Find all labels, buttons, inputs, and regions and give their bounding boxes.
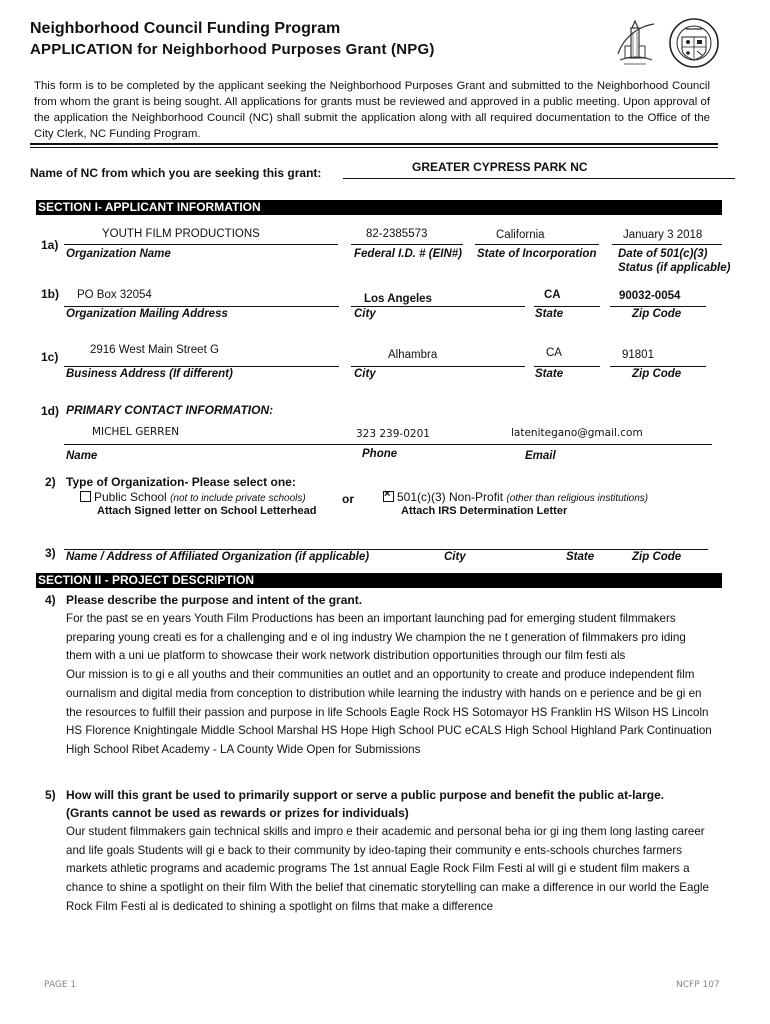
public-school-note: (not to include private schools) (170, 493, 306, 504)
q3-number: 3) (45, 546, 56, 560)
business-city-label: City (354, 368, 376, 380)
nc-label: Name of NC from which you are seeking this grant: (30, 166, 322, 180)
mailing-city-label: City (354, 308, 376, 320)
answer-line: Rock Film Festi al is dedicated to shining a spotlight on films that make a difference (66, 899, 494, 913)
section-1-header: SECTION I- APPLICANT INFORMATION (36, 200, 722, 215)
mailing-state-underline (534, 306, 600, 307)
business-address-underline (64, 366, 339, 367)
page-subtitle: APPLICATION for Neighborhood Purposes Grant (NPG) (30, 41, 435, 58)
date501-label-2: Status (if applicable) (618, 262, 731, 274)
answer-line: For the past se en years Youth Film Productions has been an important launching pad for emerging student filmmakers (66, 612, 676, 625)
affiliated-label: Name / Address of Affiliated Organization (if applicable) (66, 551, 370, 563)
org-type-title: Type of Organization- Please select one: (66, 475, 296, 489)
city-hall-logo-icon (610, 18, 660, 68)
or-label: or (342, 492, 354, 506)
mailing-zip-field[interactable]: 90032-0054 (619, 290, 681, 302)
affiliated-city-label: City (444, 551, 466, 563)
answer-line: the resources to fulfill their passion and purpose in life Schools Eagle Rock HS Sotomayor HS Franklin HS Wilson HS Lincoln (66, 705, 709, 719)
answer-line: HS Florence Knightingale Middle School Marshal HS Hope High School PUC eCALS High School Highland Park Continuation (66, 724, 712, 738)
public-school-option[interactable] (80, 490, 306, 504)
nonprofit-option[interactable] (383, 490, 648, 504)
contact-email-field[interactable]: latenitegano@gmail.com (511, 427, 643, 439)
section-2-header: SECTION II - PROJECT DESCRIPTION (36, 573, 722, 588)
primary-contact-title: PRIMARY CONTACT INFORMATION: (66, 403, 274, 417)
mailing-zip-underline (610, 306, 706, 307)
divider (30, 143, 718, 145)
ein-field[interactable]: 82-2385573 (366, 228, 428, 240)
date501-underline (612, 244, 722, 245)
mailing-state-label: State (535, 308, 564, 320)
q4-number: 4) (45, 593, 56, 607)
answer-line: Our mission is to gi e all youths and their communities an outlet and an opportunity to create and produce independent film (66, 668, 695, 682)
mailing-address-field[interactable]: PO Box 32054 (77, 289, 152, 301)
contact-phone-field[interactable]: 323 239-0201 (356, 428, 430, 440)
business-state-label: State (535, 368, 564, 380)
ein-label: Federal I.D. # (EIN#) (354, 248, 463, 260)
affiliated-underline (64, 549, 708, 550)
business-zip-underline (610, 366, 706, 367)
business-state-field[interactable]: CA (546, 347, 562, 359)
business-zip-label: Zip Code (632, 368, 682, 380)
nc-underline (343, 178, 735, 179)
q2-number: 2) (45, 475, 56, 489)
q1a-number: 1a) (41, 238, 59, 252)
date501-label: Date of 501(c)(3) (618, 248, 708, 260)
q1d-number: 1d) (41, 404, 59, 418)
q5-number: 5) (45, 788, 56, 802)
nonprofit-label: 501(c)(3) Non-Profit (397, 490, 504, 504)
nonprofit-checkbox[interactable] (383, 491, 394, 502)
nc-name-field[interactable]: GREATER CYPRESS PARK NC (412, 160, 588, 174)
answer-line: Our student filmmakers gain technical skills and impro e their academic and personal beha ior gi ing them long lasting career (66, 825, 705, 838)
contact-underline (64, 444, 712, 445)
answer-line: High School Ribet Academy - LA County Wide Open for Submissions (66, 742, 421, 756)
business-address-label: Business Address (If different) (66, 368, 233, 380)
mailing-address-label: Organization Mailing Address (66, 308, 228, 320)
date501-field[interactable]: January 3 2018 (623, 229, 703, 241)
contact-phone-label: Phone (362, 448, 398, 460)
answer-line: and life goals Students will gi e back to their community by ideo-taping their community e ents-schools churches farmers (66, 843, 683, 857)
purpose-answer[interactable] (66, 610, 746, 760)
contact-name-label: Name (66, 450, 98, 462)
org-name-field[interactable]: YOUTH FILM PRODUCTIONS (102, 228, 260, 240)
business-city-underline (351, 366, 525, 367)
q1c-number: 1c) (41, 350, 59, 364)
answer-line: markets athletic programs and academic programs The 1st annual Eagle Rock Film Festi al will gi e student film makers a (66, 862, 690, 876)
public-benefit-answer[interactable] (66, 823, 746, 917)
business-state-underline (534, 366, 600, 367)
page-number: PAGE 1 (44, 980, 77, 990)
form-number: NCFP 107 (676, 980, 720, 990)
business-city-field[interactable]: Alhambra (388, 349, 438, 361)
intro-paragraph: This form is to be completed by the applicant seeking the Neighborhood Purposes Grant and submitted to the Neighborhood Council from whom the grant is being sought. All applications for grants must be reviewed and approved in a public meeting. Upon approval of the application the Neighborhood Council (NC) shall submit the application along with all required documentation to the Office of the City Clerk, NC Funding Program. (34, 80, 710, 140)
public-school-checkbox[interactable] (80, 491, 91, 502)
answer-line: preparing young creati es for a challenging and e ol ing industry We champion the ne t generation of filmmakers pro iding (66, 630, 686, 644)
state-inc-label: State of Incorporation (477, 248, 597, 260)
mailing-city-field[interactable]: Los Angeles (364, 293, 432, 305)
nonprofit-attach: Attach IRS Determination Letter (401, 505, 568, 517)
mailing-address-underline (64, 306, 339, 307)
divider (30, 147, 718, 148)
q5-subtitle: (Grants cannot be used as rewards or prizes for individuals) (66, 806, 409, 820)
affiliated-zip-label: Zip Code (632, 551, 682, 563)
business-address-field[interactable]: 2916 West Main Street G (90, 344, 219, 356)
nonprofit-note: (other than religious institutions) (506, 493, 649, 504)
public-school-label: Public School (94, 490, 167, 504)
answer-line: ournalism and digital media from conception to distribution while learning the industry with hands on e perience and be gi en (66, 686, 702, 700)
q1b-number: 1b) (41, 287, 59, 301)
state-inc-underline (475, 244, 599, 245)
answer-line: them with a uni ue platform to showcase their work network distribution opportunities through our film festi als (66, 649, 626, 663)
mailing-city-underline (351, 306, 525, 307)
business-zip-field[interactable]: 91801 (622, 349, 654, 361)
q4-title: Please describe the purpose and intent of the grant. (66, 593, 363, 607)
ein-underline (351, 244, 463, 245)
page-title: Neighborhood Council Funding Program (30, 20, 341, 37)
org-name-label: Organization Name (66, 248, 171, 260)
contact-email-label: Email (525, 450, 556, 462)
contact-name-field[interactable]: MICHEL GERREN (92, 426, 180, 438)
answer-line: chance to shine a spotlight on their film With the belief that cinematic storytelling can make a difference in our world the Eagle (66, 881, 709, 895)
q5-title: How will this grant be used to primarily support or serve a public purpose and benefit the public at-large. (66, 788, 665, 802)
city-seal-logo-icon (668, 17, 720, 69)
mailing-zip-label: Zip Code (632, 308, 682, 320)
state-inc-field[interactable]: California (496, 229, 545, 241)
org-name-underline (64, 244, 338, 245)
public-school-attach: Attach Signed letter on School Letterhead (97, 505, 317, 517)
affiliated-state-label: State (566, 551, 595, 563)
mailing-state-field[interactable]: CA (544, 289, 561, 301)
